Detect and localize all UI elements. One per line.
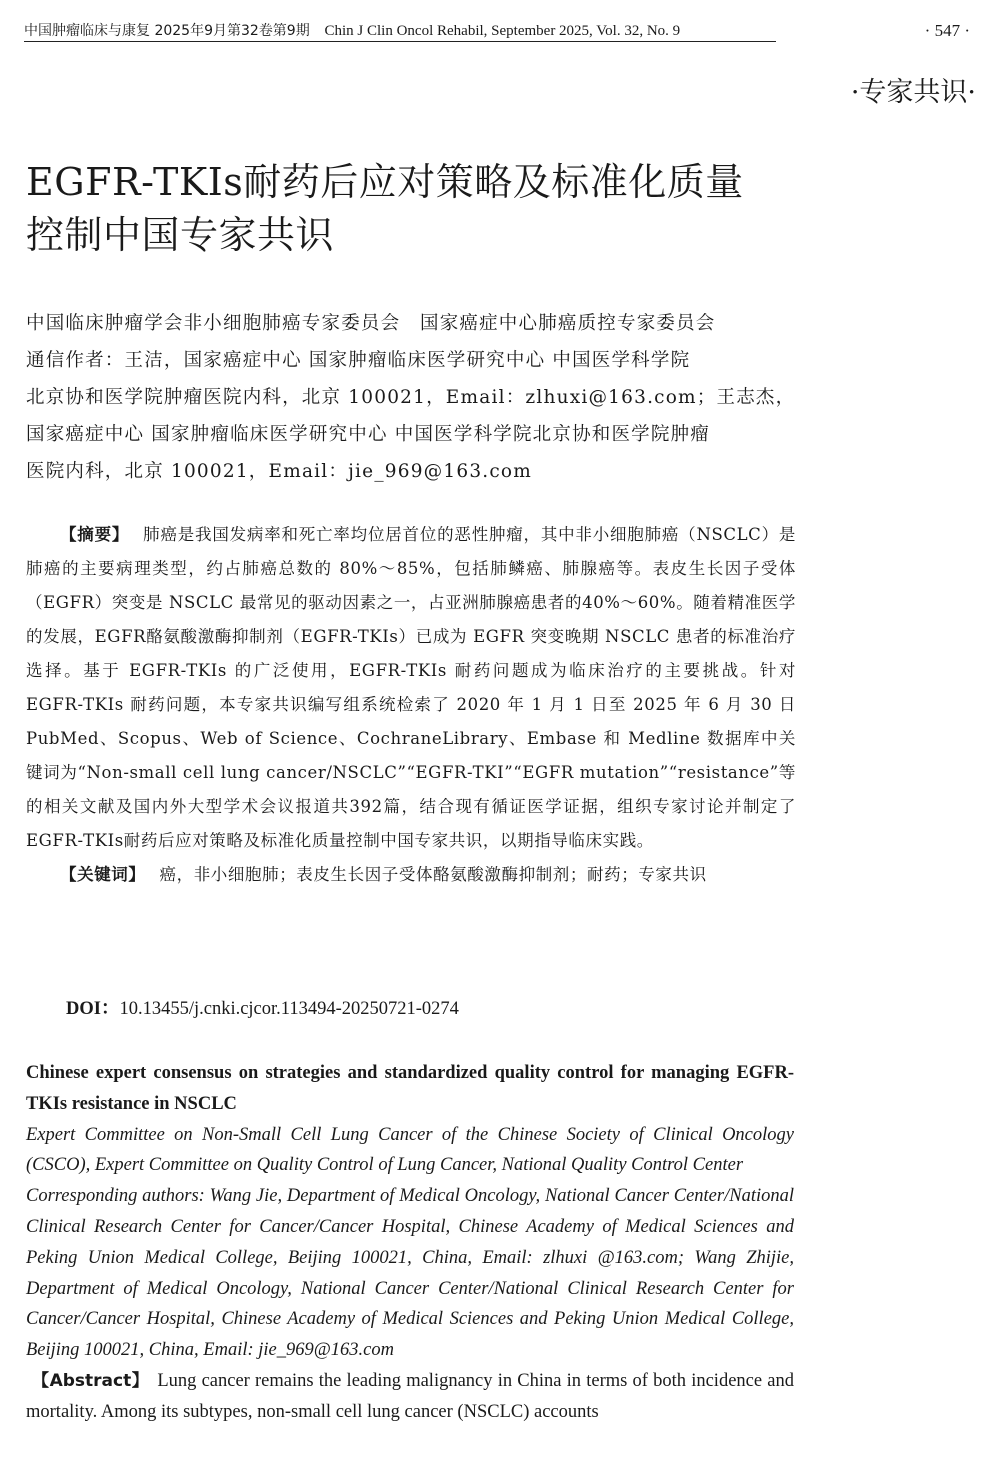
section-label: ·专家共识· xyxy=(850,77,976,108)
running-header xyxy=(24,20,776,42)
abstract-cn-label: 【摘要】 xyxy=(60,525,130,544)
article-title-line-1: EGFR-TKIs耐药后应对策略及标准化质量 xyxy=(26,160,744,204)
affiliation-line: 医院内科，北京 100021，Email：jie_969@163.com xyxy=(26,461,533,482)
keywords-text: 癌，非小细胞肺；表皮生长因子受体酪氨酸激酶抑制剂；耐药；专家共识 xyxy=(159,865,707,884)
affiliation-line: 中国临床肿瘤学会非小细胞肺癌专家委员会 国家癌症中心肺癌质控专家委员会 xyxy=(26,313,716,334)
english-corresponding-authors: Corresponding authors: Wang Jie, Department of Medical Oncology, National Cancer Center/National Clinical Research Center for Cancer/Cancer Hospital, Chinese Academy of Medical Sciences and Peking Union Medical College, Beijing 100021, China, Email: zlhuxi @163.com; Wang Zhijie, Department of Medical Oncology, National Cancer Center/National Clinical Research Center for Cancer/Cancer Hospital, Chinese Academy of Medical Sciences and Peking Union Medical College, Beijing 100021, China, Email: jie_969@163.com xyxy=(26,1186,794,1361)
english-abstract-label: 【Abstract】 xyxy=(32,1370,150,1391)
english-abstract-text: Lung cancer remains the leading malignancy in China in terms of both incidence and mortality. Among its subtypes, non-small cell lung cancer (NSCLC) accounts xyxy=(26,1370,794,1422)
english-title: Chinese expert consensus on strategies and standardized quality control for managing EGFR-TKIs resistance in NSCLC xyxy=(26,1063,794,1114)
english-front-matter xyxy=(26,1058,794,1428)
abstract-cn-text: 肺癌是我国发病率和死亡率均位居首位的恶性肿瘤，其中非小细胞肺癌（NSCLC）是肺癌的主要病理类型，约占肺癌总数的 80%～85%，包括肺鳞癌、肺腺癌等。表皮生长因子受体（EGFR）突变是 NSCLC 最常见的驱动因素之一，占亚洲肺腺癌患者的40%～60%。随着精准医学的发展，EGFR酪氨酸激酶抑制剂（EGFR-TKIs）已成为 EGFR 突变晚期 NSCLC 患者的标准治疗选择。基于 EGFR-TKIs 的广泛使用，EGFR-TKIs 耐药问题成为临床治疗的主要挑战。针对 EGFR-TKIs 耐药问题，本专家共识编写组系统检索了 2020 年 1 月 1 日至 2025 年 6 月 30 日 PubMed、Scopus、Web of Science、CochraneLibrary、Embase 和 Medline 数据库中关键词为“Non-small cell lung cancer/NSCLC”“EGFR-TKI”“EGFR mutation”“resistance”等的相关文献及国内外大型学术会议报道共392篇，结合现有循证医学证据，组织专家讨论并制定了EGFR-TKIs耐药后应对策略及标准化质量控制中国专家共识，以期指导临床实践。 xyxy=(26,525,796,850)
journal-name-en: Chin J Clin Oncol Rehabil, September 2025, Vol. 32, No. 9 xyxy=(324,23,681,39)
english-committees: Expert Committee on Non-Small Cell Lung Cancer of the Chinese Society of Clinical Oncology (CSCO), Expert Committee on Quality Control of Lung Cancer, National Quality Control Center xyxy=(26,1124,794,1176)
affiliation-line: 通信作者：王洁，国家癌症中心 国家肿瘤临床医学研究中心 中国医学科学院 xyxy=(26,350,691,371)
doi xyxy=(66,996,459,1022)
doi-label: DOI： xyxy=(66,999,120,1019)
affiliations xyxy=(26,305,806,490)
article-title xyxy=(26,156,826,262)
article-title-line-2: 控制中国专家共识 xyxy=(26,213,335,257)
affiliation-line: 国家癌症中心 国家肿瘤临床医学研究中心 中国医学科学院北京协和医学院肿瘤 xyxy=(26,424,710,445)
keywords-paragraph xyxy=(26,858,796,892)
abstract-cn xyxy=(26,518,796,892)
page-number: · 547 · xyxy=(924,21,970,40)
abstract-cn-paragraph xyxy=(26,518,796,858)
english-abstract xyxy=(26,1366,794,1428)
affiliation-line: 北京协和医学院肿瘤医院内科，北京 100021，Email：zlhuxi@163.com；王志杰， xyxy=(26,387,796,408)
keywords-label: 【关键词】 xyxy=(60,865,146,884)
journal-name-cn: 中国肿瘤临床与康复 2025年9月第32卷第9期 xyxy=(24,23,310,39)
doi-value: 10.13455/j.cnki.cjcor.113494-20250721-0274 xyxy=(119,999,459,1019)
